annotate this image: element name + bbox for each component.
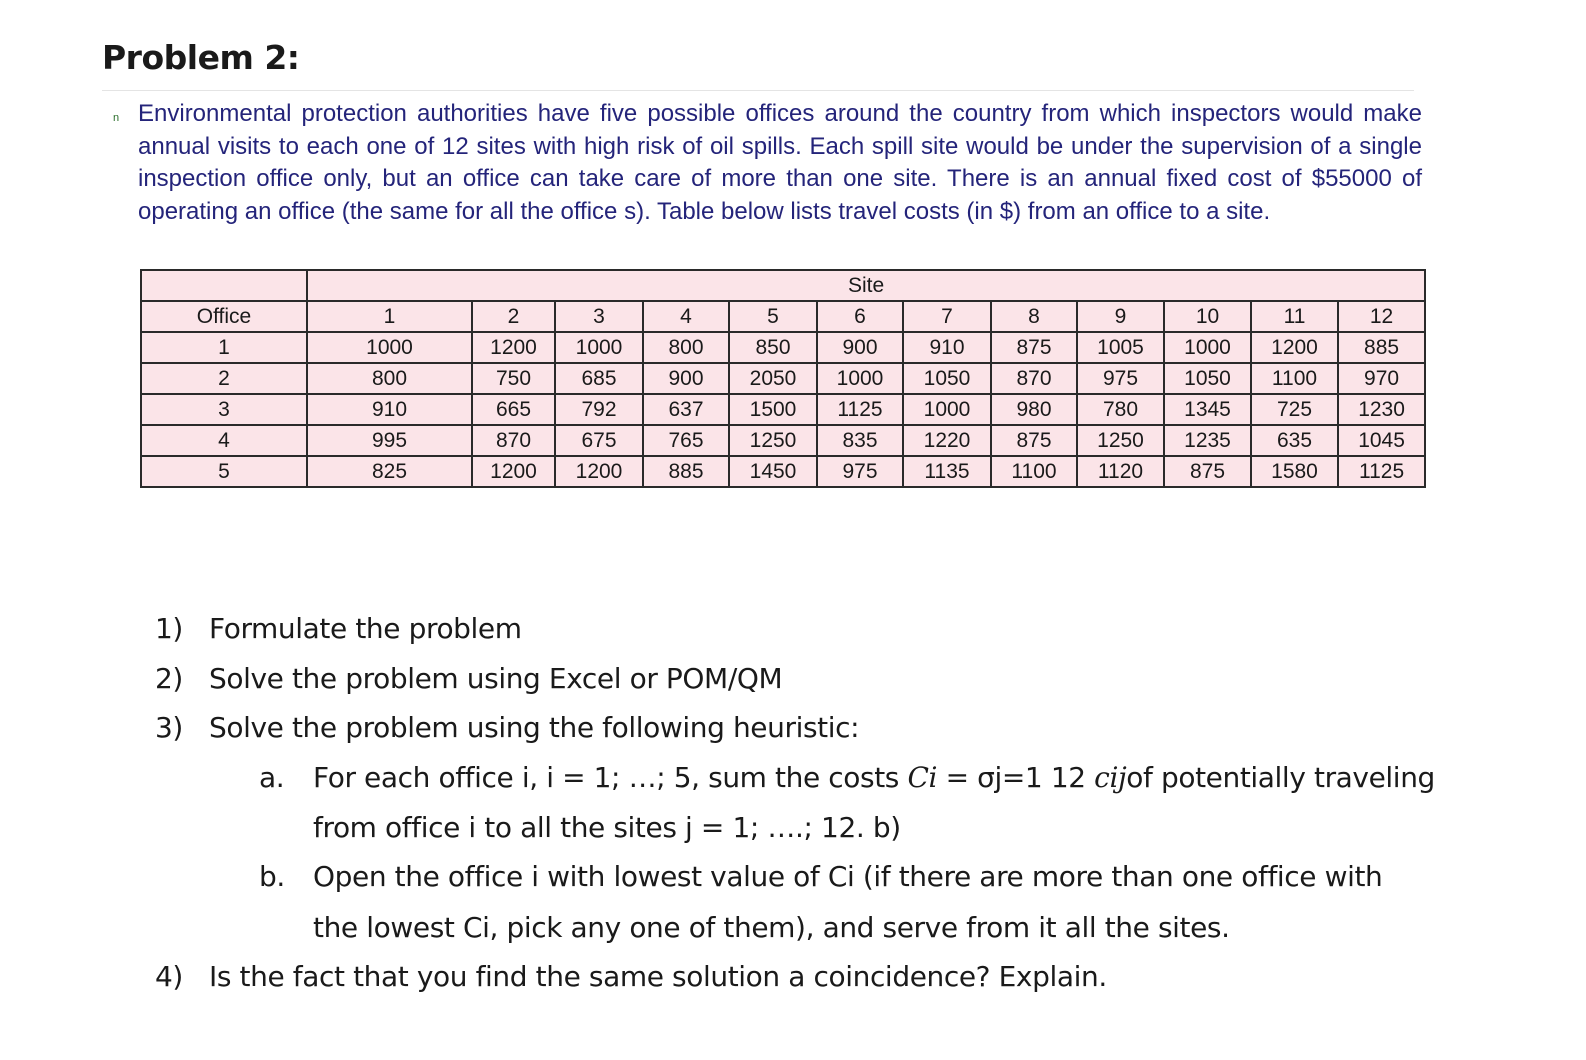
question-number: 2) — [155, 662, 183, 695]
question-text: = σj=1 12 — [937, 761, 1095, 794]
question-text: Formulate the problem — [209, 612, 522, 645]
cost-cell: 900 — [643, 363, 729, 394]
office-header: Office — [141, 301, 307, 332]
question-1 — [155, 612, 522, 645]
question-text: Solve the problem using Excel or POM/QM — [209, 662, 783, 695]
sub-letter: a. — [259, 761, 285, 794]
site-number-cell: 3 — [555, 301, 643, 332]
cost-cell: 1230 — [1338, 394, 1425, 425]
problem-description: Environmental protection authorities have five possible offices around the country from which inspectors would make annual visits to each one of 12 sites with high risk of oil spills. Each spill site would be under the supervision of a single inspection office only, but an office can take care of more than one site. There is an annual fixed cost of $55000 of operating an office (the same for all the office s). Table below lists travel costs (in $) from an office to a site. — [138, 100, 1422, 225]
sub-letter: b. — [259, 860, 285, 893]
question-number: 3) — [155, 711, 183, 744]
cost-cell: 900 — [817, 332, 903, 363]
question-text: For each office i, i = 1; …; 5, sum the costs — [313, 761, 908, 794]
cost-cell: 1045 — [1338, 425, 1425, 456]
cost-cell: 1000 — [817, 363, 903, 394]
cost-cell: 1125 — [817, 394, 903, 425]
question-3 — [155, 711, 859, 744]
office-id-cell: 1 — [141, 332, 307, 363]
cost-cell: 1120 — [1077, 456, 1164, 487]
question-3a-line2: from office i to all the sites j = 1; ….; 12. b) — [313, 811, 901, 844]
cost-cell: 1125 — [1338, 456, 1425, 487]
cost-cell: 910 — [903, 332, 991, 363]
question-text: of potentially traveling — [1126, 761, 1435, 794]
cost-cell: 1100 — [991, 456, 1077, 487]
cost-cell: 1580 — [1251, 456, 1338, 487]
cost-cell: 1235 — [1164, 425, 1251, 456]
question-3b — [259, 860, 1382, 893]
office-id-cell: 4 — [141, 425, 307, 456]
math-ci: Ci — [907, 761, 938, 794]
site-number-cell: 10 — [1164, 301, 1251, 332]
cost-cell: 780 — [1077, 394, 1164, 425]
cost-cell: 980 — [991, 394, 1077, 425]
cost-cell: 885 — [1338, 332, 1425, 363]
cost-cell: 1200 — [472, 456, 555, 487]
cost-cell: 1000 — [1164, 332, 1251, 363]
problem-title: Problem 2: — [102, 38, 300, 77]
cost-cell: 765 — [643, 425, 729, 456]
question-number: 1) — [155, 612, 183, 645]
cost-cell: 1135 — [903, 456, 991, 487]
site-number-cell: 5 — [729, 301, 817, 332]
question-text: Solve the problem using the following heuristic: — [209, 711, 860, 744]
question-3b-line2: the lowest Ci, pick any one of them), and serve from it all the sites. — [313, 911, 1230, 944]
cost-cell: 725 — [1251, 394, 1338, 425]
question-4 — [155, 960, 1107, 993]
cost-cell: 885 — [643, 456, 729, 487]
office-id-cell: 2 — [141, 363, 307, 394]
cost-cell: 875 — [991, 332, 1077, 363]
cost-cell: 1220 — [903, 425, 991, 456]
cost-cell: 875 — [991, 425, 1077, 456]
site-number-cell: 12 — [1338, 301, 1425, 332]
cost-cell: 970 — [1338, 363, 1425, 394]
cost-cell: 792 — [555, 394, 643, 425]
cost-cell: 665 — [472, 394, 555, 425]
cost-cell: 1250 — [1077, 425, 1164, 456]
cost-cell: 1000 — [307, 332, 472, 363]
cost-cell: 1000 — [903, 394, 991, 425]
cost-cell: 685 — [555, 363, 643, 394]
cost-cell: 800 — [643, 332, 729, 363]
cost-cell: 1200 — [555, 456, 643, 487]
cost-cell: 870 — [472, 425, 555, 456]
cost-cell: 850 — [729, 332, 817, 363]
cost-cell: 875 — [1164, 456, 1251, 487]
cost-cell: 2050 — [729, 363, 817, 394]
site-header: Site — [307, 270, 1425, 301]
site-number-cell: 7 — [903, 301, 991, 332]
cost-cell: 635 — [1251, 425, 1338, 456]
bullet-icon: n — [113, 112, 120, 124]
question-text: Is the fact that you find the same solution a coincidence? Explain. — [209, 960, 1107, 993]
site-number-cell: 2 — [472, 301, 555, 332]
cost-cell: 1500 — [729, 394, 817, 425]
cost-cell: 1450 — [729, 456, 817, 487]
cost-cell: 1200 — [472, 332, 555, 363]
cost-cell: 870 — [991, 363, 1077, 394]
cost-cell: 1250 — [729, 425, 817, 456]
office-id-cell: 3 — [141, 394, 307, 425]
site-number-cell: 1 — [307, 301, 472, 332]
office-id-cell: 5 — [141, 456, 307, 487]
cost-cell: 1050 — [903, 363, 991, 394]
cost-cell: 637 — [643, 394, 729, 425]
cost-cell: 800 — [307, 363, 472, 394]
cost-cell: 835 — [817, 425, 903, 456]
cost-cell: 975 — [1077, 363, 1164, 394]
site-number-cell: 6 — [817, 301, 903, 332]
cost-cell: 975 — [817, 456, 903, 487]
site-number-cell: 4 — [643, 301, 729, 332]
site-number-cell: 11 — [1251, 301, 1338, 332]
cost-cell: 675 — [555, 425, 643, 456]
cost-cell: 1100 — [1251, 363, 1338, 394]
cost-cell: 1345 — [1164, 394, 1251, 425]
cost-cell: 1000 — [555, 332, 643, 363]
cost-cell: 995 — [307, 425, 472, 456]
cost-cell: 1005 — [1077, 332, 1164, 363]
math-cij: cij — [1094, 761, 1127, 794]
site-number-cell: 9 — [1077, 301, 1164, 332]
cost-cell: 1200 — [1251, 332, 1338, 363]
site-number-cell: 8 — [991, 301, 1077, 332]
question-text: Open the office i with lowest value of Ci (if there are more than one office with — [313, 860, 1383, 893]
cost-cell: 910 — [307, 394, 472, 425]
question-2 — [155, 662, 782, 695]
cost-cell: 825 — [307, 456, 472, 487]
question-number: 4) — [155, 960, 183, 993]
cost-cell: 750 — [472, 363, 555, 394]
question-3a — [259, 761, 1435, 794]
cost-cell: 1050 — [1164, 363, 1251, 394]
